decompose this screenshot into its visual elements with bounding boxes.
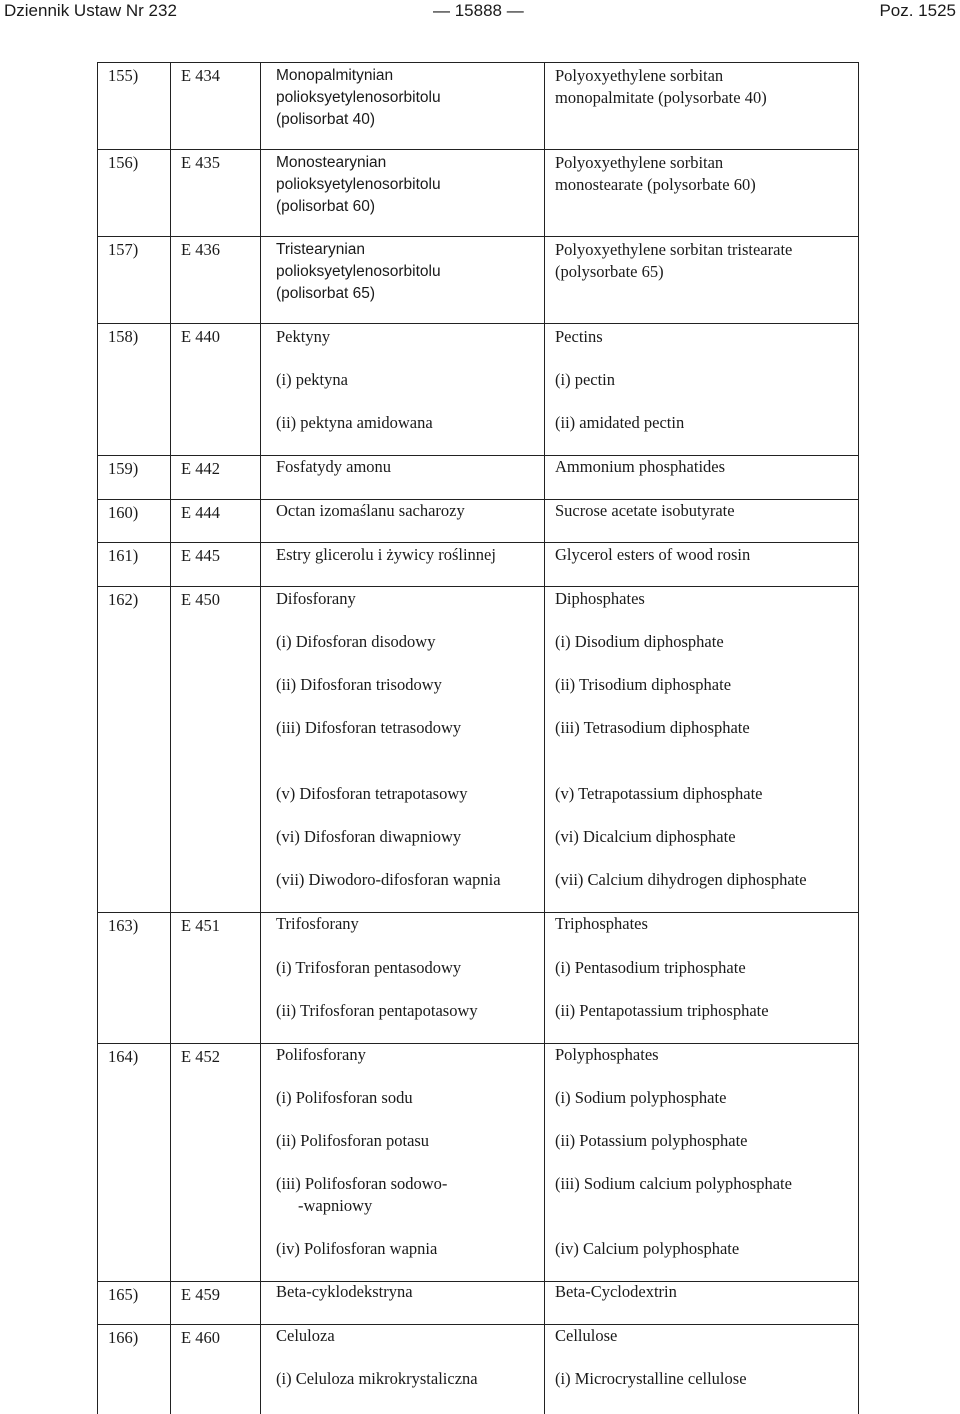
row-divider: [98, 912, 858, 913]
english-subitem: (iv) Calcium polyphosphate: [555, 1239, 740, 1258]
english-subitem: (i) Disodium diphosphate: [555, 632, 724, 651]
row-number: 158): [108, 327, 139, 346]
row-number: 156): [108, 153, 139, 172]
row-divider: [98, 542, 858, 543]
row-number: 163): [108, 916, 139, 935]
english-name: Beta-Cyclodextrin: [555, 1282, 677, 1301]
row-number: 155): [108, 66, 139, 85]
page-header: [0, 0, 960, 22]
english-subitem: (vi) Dicalcium diphosphate: [555, 827, 736, 846]
column-divider: [170, 63, 171, 1414]
english-name: Polyoxyethylene sorbitan tristearate: [555, 240, 793, 259]
row-divider: [98, 1324, 858, 1325]
english-subitem: (iii) Tetrasodium diphosphate: [555, 718, 750, 737]
english-subitem: (i) Sodium polyphosphate: [555, 1088, 727, 1107]
polish-name: Difosforany: [276, 589, 356, 608]
polish-name: Octan izomaślanu sacharozy: [276, 501, 465, 520]
polish-subitem: (i) Trifosforan pentasodowy: [276, 958, 462, 977]
additives-table: [97, 62, 859, 1414]
row-number: 166): [108, 1328, 139, 1347]
english-name: Pectins: [555, 327, 603, 346]
position-number: Poz. 1525: [879, 1, 956, 20]
e-code: E 436: [181, 240, 220, 259]
polish-subitem: (polisorbat 40): [276, 111, 376, 128]
journal-title: Dziennik Ustaw Nr 232: [4, 1, 177, 20]
english-subitem: (ii) Potassium polyphosphate: [555, 1131, 748, 1150]
row-divider: [98, 1281, 858, 1282]
row-number: 164): [108, 1047, 139, 1066]
row-divider: [98, 149, 858, 150]
column-divider: [544, 63, 545, 1414]
polish-subitem: polioksyetylenosorbitolu: [276, 263, 441, 280]
row-number: 165): [108, 1285, 139, 1304]
polish-subitem: (polisorbat 60): [276, 198, 376, 215]
polish-subitem: (ii) Trifosforan pentapotasowy: [276, 1001, 478, 1020]
e-code: E 451: [181, 916, 220, 935]
polish-subitem: (ii) Difosforan trisodowy: [276, 675, 442, 694]
english-subitem: (ii) amidated pectin: [555, 413, 685, 432]
row-divider: [98, 323, 858, 324]
row-divider: [98, 1043, 858, 1044]
polish-name: Estry glicerolu i żywicy roślinnej: [276, 545, 496, 564]
row-number: 157): [108, 240, 139, 259]
english-name: Polyoxyethylene sorbitan: [555, 153, 724, 172]
e-code: E 460: [181, 1328, 220, 1347]
polish-subitem: (vii) Diwodoro-difosforan wapnia: [276, 870, 501, 889]
e-code: E 442: [181, 459, 220, 478]
e-code: E 459: [181, 1285, 220, 1304]
e-code: E 434: [181, 66, 220, 85]
row-divider: [98, 236, 858, 237]
polish-name: Fosfatydy amonu: [276, 457, 392, 476]
e-code: E 435: [181, 153, 220, 172]
row-number: 161): [108, 546, 139, 565]
polish-subitem: polioksyetylenosorbitolu: [276, 89, 441, 106]
polish-subitem: (iii) Difosforan tetrasodowy: [276, 718, 462, 737]
english-subitem: (ii) Pentapotassium triphosphate: [555, 1001, 769, 1020]
polish-subitem: (ii) Polifosforan potasu: [276, 1131, 430, 1150]
row-number: 160): [108, 503, 139, 522]
row-divider: [98, 586, 858, 587]
english-subitem: monopalmitate (polysorbate 40): [555, 88, 767, 107]
polish-subitem: (iii) Polifosforan sodowo-: [276, 1174, 448, 1193]
english-name: Glycerol esters of wood rosin: [555, 545, 751, 564]
row-number: 162): [108, 590, 139, 609]
e-code: E 450: [181, 590, 220, 609]
english-subitem: (i) pectin: [555, 370, 616, 389]
english-subitem: (polysorbate 65): [555, 262, 664, 281]
polish-subitem: -wapniowy: [298, 1196, 373, 1215]
polish-subitem: (ii) pektyna amidowana: [276, 413, 433, 432]
polish-subitem: (i) Difosforan disodowy: [276, 632, 436, 651]
e-code: E 452: [181, 1047, 220, 1066]
polish-name: Polifosforany: [276, 1045, 366, 1064]
polish-subitem: (i) Celuloza mikrokrystaliczna: [276, 1369, 478, 1388]
english-name: Triphosphates: [555, 914, 648, 933]
polish-subitem: (i) Polifosforan sodu: [276, 1088, 413, 1107]
polish-name: Celuloza: [276, 1326, 335, 1345]
polish-subitem: (vi) Difosforan diwapniowy: [276, 827, 462, 846]
english-subitem: (v) Tetrapotassium diphosphate: [555, 784, 763, 803]
row-number: 159): [108, 459, 139, 478]
english-name: Polyoxyethylene sorbitan: [555, 66, 724, 85]
english-subitem: (iii) Sodium calcium polyphosphate: [555, 1174, 792, 1193]
english-subitem: (vii) Calcium dihydrogen diphosphate: [555, 870, 807, 889]
english-subitem: monostearate (polysorbate 60): [555, 175, 756, 194]
polish-name: Trifosforany: [276, 914, 359, 933]
page-number: — 15888 —: [433, 1, 524, 20]
e-code: E 444: [181, 503, 220, 522]
english-name: Polyphosphates: [555, 1045, 659, 1064]
column-divider: [260, 63, 261, 1414]
row-divider: [98, 499, 858, 500]
english-name: Ammonium phosphatides: [555, 457, 726, 476]
english-subitem: (ii) Trisodium diphosphate: [555, 675, 732, 694]
polish-name: Tristearynian: [276, 241, 366, 258]
english-name: Diphosphates: [555, 589, 645, 608]
e-code: E 440: [181, 327, 220, 346]
polish-name: Pektyny: [276, 327, 331, 346]
english-name: Cellulose: [555, 1326, 618, 1345]
polish-subitem: (iv) Polifosforan wapnia: [276, 1239, 438, 1258]
english-name: Sucrose acetate isobutyrate: [555, 501, 735, 520]
english-subitem: (i) Pentasodium triphosphate: [555, 958, 746, 977]
polish-name: Beta-cyklodekstryna: [276, 1282, 413, 1301]
polish-subitem: (i) pektyna: [276, 370, 348, 389]
polish-subitem: polioksyetylenosorbitolu: [276, 176, 441, 193]
e-code: E 445: [181, 546, 220, 565]
polish-name: Monopalmitynian: [276, 67, 394, 84]
row-divider: [98, 455, 858, 456]
polish-subitem: (v) Difosforan tetrapotasowy: [276, 784, 468, 803]
polish-subitem: (polisorbat 65): [276, 285, 376, 302]
english-subitem: (i) Microcrystalline cellulose: [555, 1369, 747, 1388]
polish-name: Monostearynian: [276, 154, 387, 171]
